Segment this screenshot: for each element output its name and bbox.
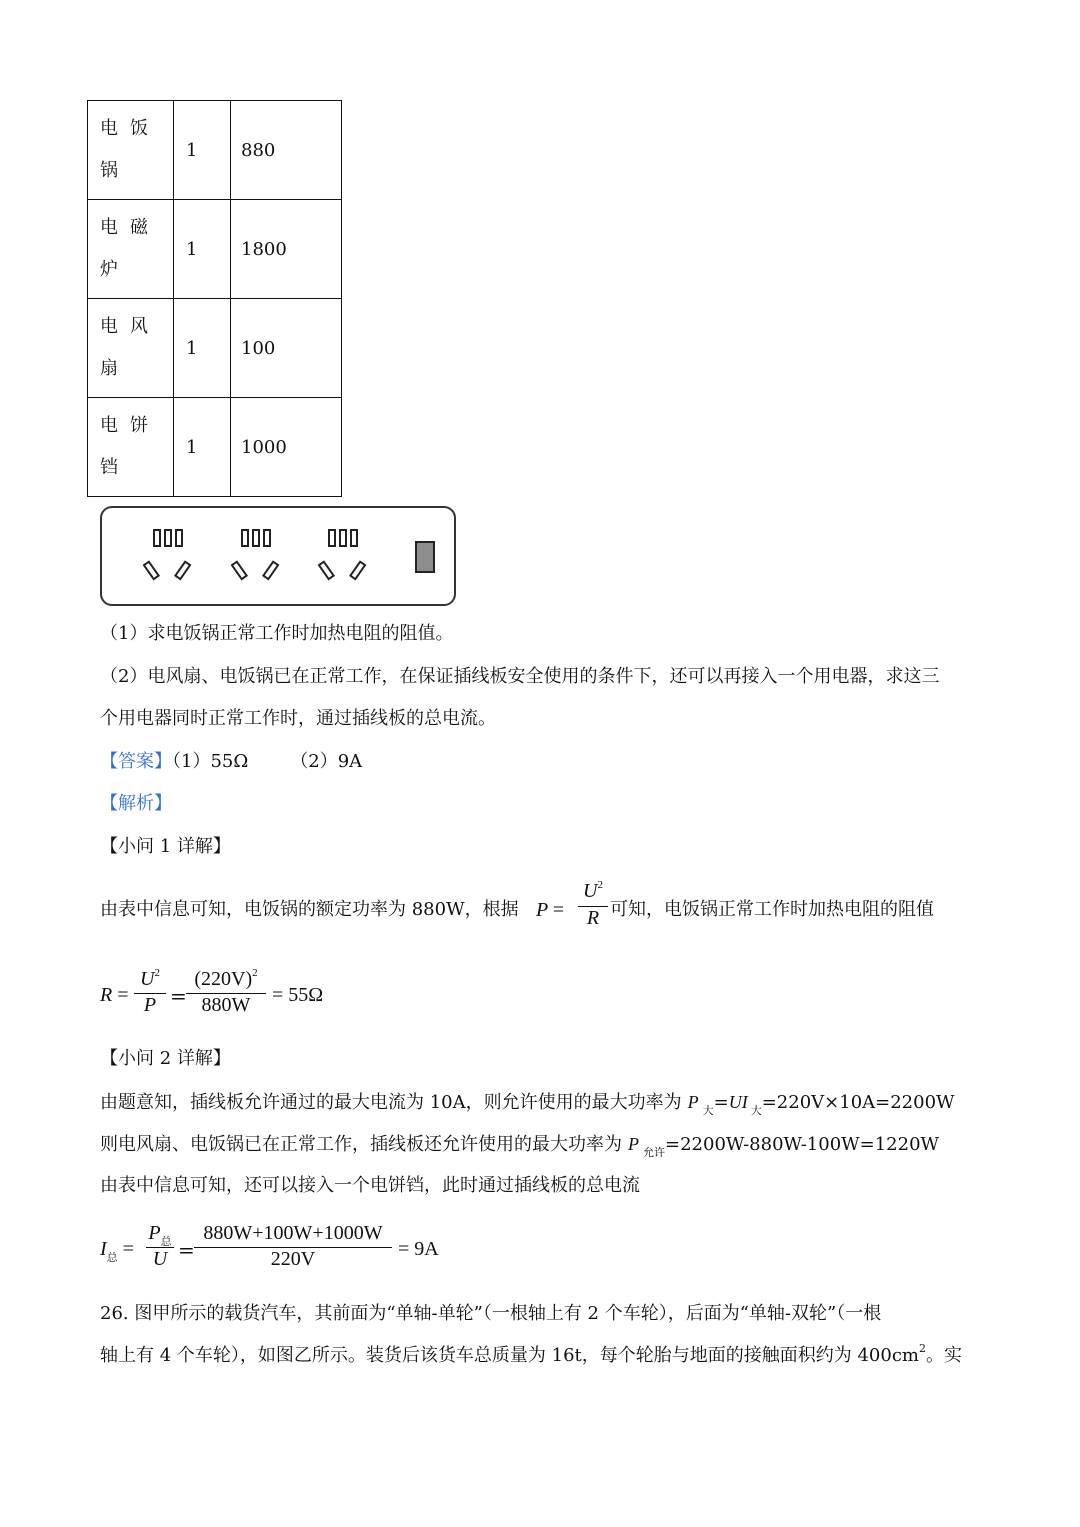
table-row	[88, 299, 342, 398]
sub2-line3: 由表中信息可知，还可以接入一个电饼铛，此时通过插线板的总电流	[100, 1175, 640, 1196]
answer-tag: 【答案】	[100, 751, 172, 772]
question-1: （1）求电饭锅正常工作时加热电阻的阻值。	[100, 623, 454, 644]
table-row	[88, 200, 342, 299]
power-strip-figure	[100, 506, 456, 606]
appliance-name: 电饼 铛	[88, 398, 174, 497]
q26-line1: 26. 图甲所示的载货汽车，其前面为“单轴-单轮”（一根轴上有 2 个车轮），后面为“单轴-双轮”（一根	[100, 1303, 882, 1324]
equals-sign: =	[170, 984, 187, 1008]
sub1-calc-frac2: $(220V)^2$ 880W	[186, 968, 266, 1017]
appliance-power: 100	[231, 299, 342, 398]
appliance-name: 电风 扇	[88, 299, 174, 398]
sub1-calc-result: = 55Ω	[272, 984, 324, 1006]
sub2-line2: 则电风扇、电饭锅已在正常工作，插线板还允许使用的最大功率为 P $_{允许}$=2200W-880W-100W=1220W	[100, 1134, 940, 1159]
question-2-line1: （2）电风扇、电饭锅已在正常工作，在保证插线板安全使用的条件下，还可以再接入一个用电器，求这三	[100, 666, 940, 687]
appliance-name: 电饭 锅	[88, 101, 174, 200]
sub1-eq-P: P =	[536, 899, 565, 921]
appliance-count: 1	[174, 398, 231, 497]
sub2-line1: 由题意知，插线板允许通过的最大电流为 10A，则允许使用的最大功率为 P $_大$=UI $_大$=220V×10A=2200W	[100, 1092, 955, 1117]
appliance-power: 880	[231, 101, 342, 200]
sub1-calc-frac1: $U^2$ P	[134, 968, 166, 1017]
sub2-calc-I: $I_总$ =	[100, 1238, 134, 1264]
answer-part2: （2）9A	[290, 751, 363, 772]
appliance-count: 1	[174, 299, 231, 398]
sub2-calc-frac1: $P_总$ U	[146, 1222, 174, 1271]
appliance-table	[87, 100, 342, 497]
question-2-line2: 个用电器同时正常工作时，通过插线板的总电流。	[100, 708, 496, 729]
answer-line	[100, 750, 362, 774]
appliance-count: 1	[174, 200, 231, 299]
table-row	[88, 101, 342, 200]
q26-line2: 轴上有 4 个车轮），如图乙所示。装货后该货车总质量为 16t，每个轮胎与地面的接触面积约为 $400cm^2$。实	[100, 1342, 962, 1366]
sub2-calc-frac2: 880W+100W+1000W 220V	[194, 1222, 392, 1271]
sub1-text-after: 可知，电饭锅正常工作时加热电阻的阻值	[610, 899, 934, 920]
sub2-heading: 【小问 2 详解】	[100, 1048, 231, 1069]
appliance-name: 电磁 炉	[88, 200, 174, 299]
answer-part1: （1）55Ω	[172, 751, 249, 772]
equals-sign: =	[178, 1238, 195, 1262]
appliance-count: 1	[174, 101, 231, 200]
sub1-text-before: 由表中信息可知，电饭锅的额定功率为 880W，根据	[100, 899, 519, 920]
power-strip-sockets-icon	[102, 508, 454, 604]
sub2-calc-result: = 9A	[398, 1238, 439, 1260]
sub1-calc-R: R =	[100, 984, 129, 1006]
sub1-power-formula: $U^2$ R	[578, 880, 608, 930]
analysis-tag: 【解析】	[100, 793, 172, 814]
sub1-heading: 【小问 1 详解】	[100, 836, 231, 857]
appliance-power: 1800	[231, 200, 342, 299]
table-row	[88, 398, 342, 497]
appliance-power: 1000	[231, 398, 342, 497]
